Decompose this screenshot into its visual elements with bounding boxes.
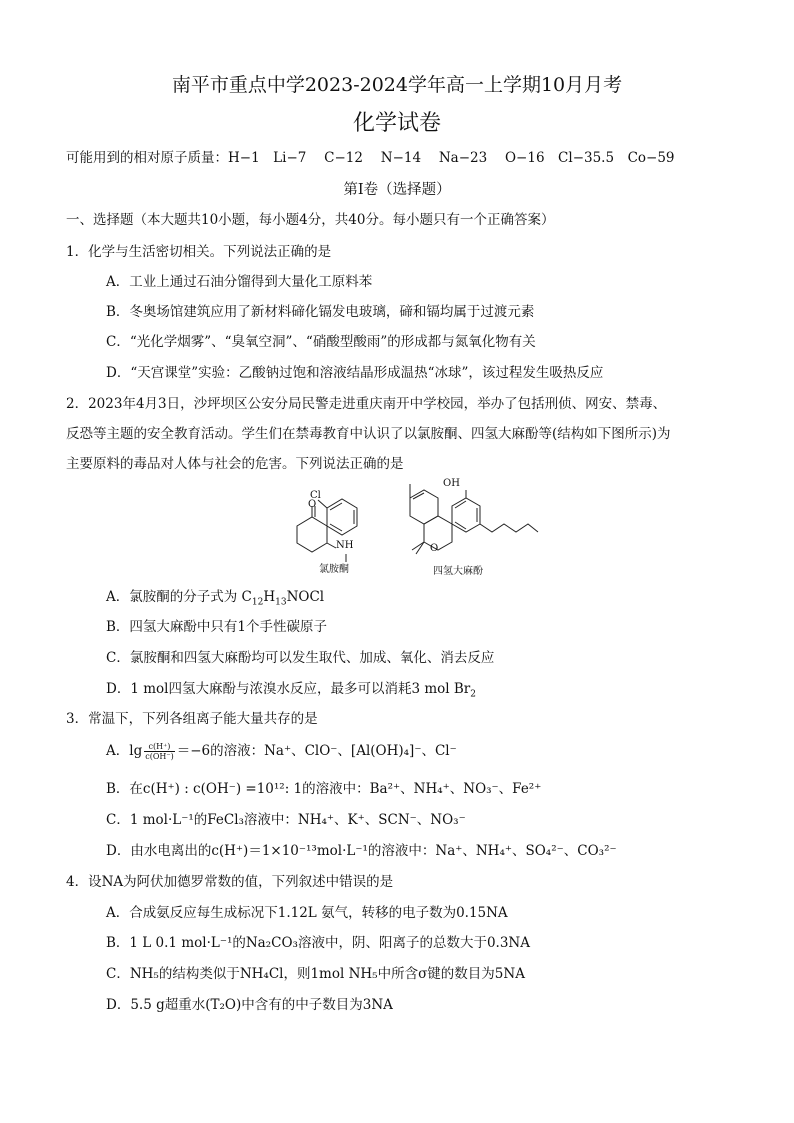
thc-o-label: O [430,543,439,554]
exam-title: 南平市重点中学2023-2024学年高一上学期10月月考 [171,74,623,96]
ketamine-name: 氯胺酮 [319,564,349,575]
q2-option-c: C．氯胺酮和四氢大麻酚均可以发生取代、加成、氧化、消去反应 [106,650,495,666]
section-title: 第Ⅰ卷（选择题） [343,182,451,198]
atomic-masses: 可能用到的相对原子质量：H−1 Li−7 C−12 N−14 Na−23 O−16 Cl−35.5 Co−59 [66,150,675,166]
q3-option-d: D．由水电离出的c(H⁺)＝1×10⁻¹³mol·L⁻¹的溶液中：Na⁺、NH₄⁺、SO₄²⁻、CO₃²⁻ [106,843,617,859]
q2-stem-2: 反恐等主题的安全教育活动。学生们在禁毒教育中认识了以氯胺酮、四氢大麻酚等(结构如下图所示)为 [66,426,671,442]
q4-option-b: B．1 L 0.1 mol·L⁻¹的Na₂CO₃溶液中，阴、阳离子的总数大于0.3NA [106,935,530,951]
ketamine-cl-label: Cl [310,490,321,501]
q1-stem: 1．化学与生活密切相关。下列说法正确的是 [66,244,332,260]
thc-svg [390,480,540,580]
q2-option-a: A．氯胺酮的分子式为 $C_{12}H_{13}NOCl$ [106,589,325,608]
ketamine-svg [280,486,390,576]
q1-option-d: D．“天宫课堂”实验：乙酸钠过饱和溶液结晶形成温热“冰球”，该过程发生吸热反应 [106,365,604,381]
ketamine-nh-label: NH [336,540,354,551]
log-fraction: $\frac{c(H^+)}{c(OH^-)}$ [145,742,174,761]
thc-oh-label: OH [443,478,460,489]
part1-instruction: 一、选择题（本大题共10小题，每小题4分，共40分。每小题只有一个正确答案） [66,212,555,228]
q1-option-c: C．“光化学烟雾”、“臭氧空洞”、“硝酸型酸雨”的形成都与氮氧化物有关 [106,334,536,350]
ketamine-structure [280,486,390,576]
exam-subtitle: 化学试卷 [352,111,441,136]
q1-option-a: A．工业上通过石油分馏得到大量化工原料苯 [106,274,373,290]
q4-stem: 4．设NA为阿伏加德罗常数的值，下列叙述中错误的是 [66,874,394,890]
q3-option-c: C．1 mol·L⁻¹的FeCl₃溶液中：NH₄⁺、K⁺、SCN⁻、NO₃⁻ [106,812,466,828]
q2-stem-1: 2．2023年4月3日，沙坪坝区公安分局民警走进重庆南开中学校园，举办了包括刑侦、网安、禁毒、 [66,396,667,412]
q2-option-b: B．四氢大麻酚中只有1个手性碳原子 [106,619,328,635]
thc-structure [390,480,540,580]
q4-option-c: C．NH₅的结构类似于NH₄Cl，则1mol NH₅中所含σ键的数目为5NA [106,966,525,982]
q2-option-d: D．1 mol四氢大麻酚与浓溴水反应，最多可以消耗3 mol $Br_2$ [106,681,476,700]
ketamine-o-label: O [308,499,317,510]
q3-option-b: B．在c(H⁺) : c(OH⁻) =10¹²: 1的溶液中：Ba²⁺、NH₄⁺、NO₃⁻、Fe²⁺ [106,781,542,797]
thc-name: 四氢大麻酚 [433,566,483,577]
q3-stem: 3．常温下，下列各组离子能大量共存的是 [66,711,318,727]
q4-option-a: A．合成氨反应每生成标况下1.12L 氨气，转移的电子数为0.15NA [106,905,508,921]
q4-option-d: D．5.5 g超重水(T₂O)中含有的中子数目为3NA [106,997,393,1013]
q2-stem-3: 主要原料的毒品对人体与社会的危害。下列说法正确的是 [66,456,404,472]
q1-option-b: B．冬奥场馆建筑应用了新材料碲化镉发电玻璃，碲和镉均属于过渡元素 [106,304,535,320]
q3-option-a: A．lg $\frac{c(H^+)}{c(OH^-)}$ ＝−6的溶液：Na⁺、ClO⁻、[Al(OH)₄]⁻、Cl⁻ [106,742,457,761]
